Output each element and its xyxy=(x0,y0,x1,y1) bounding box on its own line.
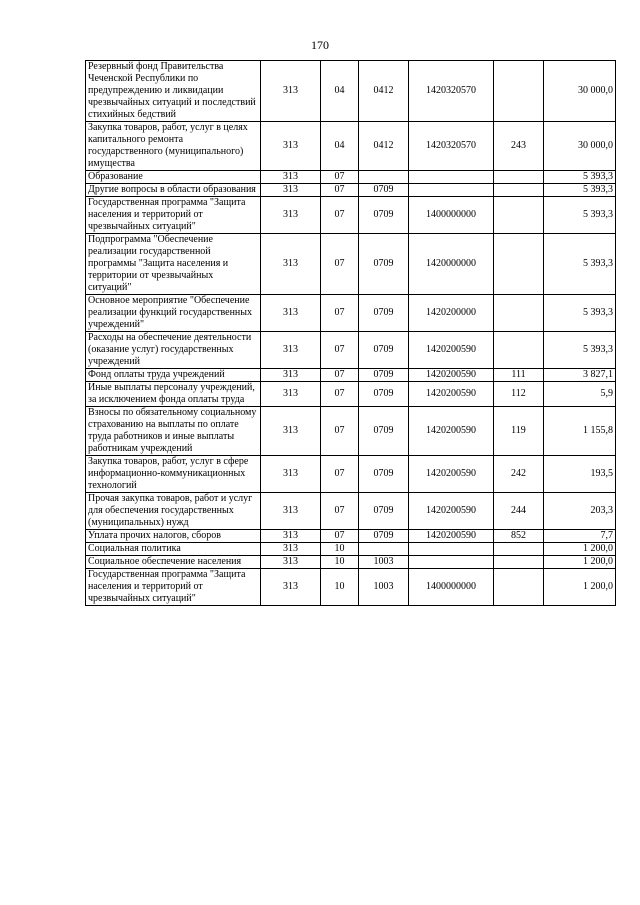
target-article-cell: 1420320570 xyxy=(409,61,494,122)
item-name-cell: Резервный фонд Правительства Чеченской Республики по предупреждению и ликвидации чрезвычайных ситуаций и последствий стихийных бедствий xyxy=(86,61,261,122)
amount-cell: 5,9 xyxy=(544,382,616,407)
subsection-code-cell: 0709 xyxy=(359,493,409,530)
table-row xyxy=(86,295,616,332)
grbs-code-cell: 313 xyxy=(261,234,321,295)
table-row xyxy=(86,369,616,382)
amount-cell: 5 393,3 xyxy=(544,295,616,332)
grbs-code-cell: 313 xyxy=(261,456,321,493)
table-row xyxy=(86,184,616,197)
section-code-cell: 07 xyxy=(321,382,359,407)
item-name-cell: Основное мероприятие "Обеспечение реализации функций государственных учреждений" xyxy=(86,295,261,332)
amount-cell: 30 000,0 xyxy=(544,61,616,122)
amount-cell: 5 393,3 xyxy=(544,171,616,184)
subsection-code-cell: 0709 xyxy=(359,382,409,407)
item-name-cell: Уплата прочих налогов, сборов xyxy=(86,530,261,543)
target-article-cell: 1400000000 xyxy=(409,197,494,234)
expense-type-cell xyxy=(494,332,544,369)
section-code-cell: 07 xyxy=(321,197,359,234)
table-row xyxy=(86,197,616,234)
target-article-cell: 1420200590 xyxy=(409,332,494,369)
amount-cell: 1 200,0 xyxy=(544,569,616,606)
target-article-cell: 1420320570 xyxy=(409,122,494,171)
table-row xyxy=(86,530,616,543)
amount-cell: 7,7 xyxy=(544,530,616,543)
subsection-code-cell: 0709 xyxy=(359,530,409,543)
grbs-code-cell: 313 xyxy=(261,171,321,184)
section-code-cell: 07 xyxy=(321,369,359,382)
expense-type-cell: 244 xyxy=(494,493,544,530)
expense-type-cell: 119 xyxy=(494,407,544,456)
amount-cell: 3 827,1 xyxy=(544,369,616,382)
amount-cell: 30 000,0 xyxy=(544,122,616,171)
expense-type-cell xyxy=(494,61,544,122)
budget-table xyxy=(85,60,616,606)
grbs-code-cell: 313 xyxy=(261,197,321,234)
item-name-cell: Закупка товаров, работ, услуг в целях капитального ремонта государственного (муниципального) имущества xyxy=(86,122,261,171)
grbs-code-cell: 313 xyxy=(261,530,321,543)
grbs-code-cell: 313 xyxy=(261,407,321,456)
page-number: 170 xyxy=(311,38,329,52)
expense-type-cell: 111 xyxy=(494,369,544,382)
grbs-code-cell: 313 xyxy=(261,61,321,122)
subsection-code-cell: 0709 xyxy=(359,332,409,369)
grbs-code-cell: 313 xyxy=(261,122,321,171)
grbs-code-cell: 313 xyxy=(261,332,321,369)
section-code-cell: 07 xyxy=(321,295,359,332)
grbs-code-cell: 313 xyxy=(261,556,321,569)
target-article-cell: 1420000000 xyxy=(409,234,494,295)
table-row xyxy=(86,382,616,407)
item-name-cell: Социальная политика xyxy=(86,543,261,556)
section-code-cell: 07 xyxy=(321,407,359,456)
amount-cell: 5 393,3 xyxy=(544,197,616,234)
amount-cell: 1 200,0 xyxy=(544,556,616,569)
table-row xyxy=(86,569,616,606)
table-row xyxy=(86,456,616,493)
section-code-cell: 10 xyxy=(321,543,359,556)
expense-type-cell: 852 xyxy=(494,530,544,543)
table-row xyxy=(86,407,616,456)
subsection-code-cell: 0412 xyxy=(359,61,409,122)
grbs-code-cell: 313 xyxy=(261,569,321,606)
target-article-cell xyxy=(409,171,494,184)
amount-cell: 5 393,3 xyxy=(544,234,616,295)
item-name-cell: Расходы на обеспечение деятельности (оказание услуг) государственных учреждений xyxy=(86,332,261,369)
table-row xyxy=(86,556,616,569)
target-article-cell: 1400000000 xyxy=(409,569,494,606)
subsection-code-cell: 0709 xyxy=(359,295,409,332)
expense-type-cell xyxy=(494,569,544,606)
amount-cell: 1 200,0 xyxy=(544,543,616,556)
section-code-cell: 07 xyxy=(321,530,359,543)
subsection-code-cell: 1003 xyxy=(359,556,409,569)
target-article-cell: 1420200590 xyxy=(409,369,494,382)
section-code-cell: 10 xyxy=(321,569,359,606)
item-name-cell: Социальное обеспечение населения xyxy=(86,556,261,569)
section-code-cell: 07 xyxy=(321,171,359,184)
item-name-cell: Государственная программа "Защита населения и территорий от чрезвычайных ситуаций" xyxy=(86,197,261,234)
target-article-cell: 1420200590 xyxy=(409,456,494,493)
grbs-code-cell: 313 xyxy=(261,382,321,407)
table-row xyxy=(86,493,616,530)
subsection-code-cell: 0709 xyxy=(359,197,409,234)
expense-type-cell xyxy=(494,197,544,234)
target-article-cell xyxy=(409,556,494,569)
section-code-cell: 04 xyxy=(321,61,359,122)
target-article-cell: 1420200590 xyxy=(409,382,494,407)
subsection-code-cell: 0709 xyxy=(359,407,409,456)
grbs-code-cell: 313 xyxy=(261,295,321,332)
expense-type-cell xyxy=(494,184,544,197)
expense-type-cell xyxy=(494,556,544,569)
grbs-code-cell: 313 xyxy=(261,369,321,382)
expense-type-cell: 242 xyxy=(494,456,544,493)
expense-type-cell: 243 xyxy=(494,122,544,171)
target-article-cell: 1420200590 xyxy=(409,407,494,456)
expense-type-cell xyxy=(494,171,544,184)
amount-cell: 5 393,3 xyxy=(544,184,616,197)
amount-cell: 203,3 xyxy=(544,493,616,530)
grbs-code-cell: 313 xyxy=(261,493,321,530)
table-row xyxy=(86,61,616,122)
expense-type-cell: 112 xyxy=(494,382,544,407)
expense-type-cell xyxy=(494,543,544,556)
item-name-cell: Взносы по обязательному социальному страхованию на выплаты по оплате труда работников и иные выплаты работникам учреждений xyxy=(86,407,261,456)
section-code-cell: 07 xyxy=(321,456,359,493)
item-name-cell: Образование xyxy=(86,171,261,184)
target-article-cell xyxy=(409,184,494,197)
table-row xyxy=(86,543,616,556)
section-code-cell: 04 xyxy=(321,122,359,171)
subsection-code-cell: 0709 xyxy=(359,234,409,295)
grbs-code-cell: 313 xyxy=(261,184,321,197)
section-code-cell: 07 xyxy=(321,332,359,369)
target-article-cell: 1420200590 xyxy=(409,530,494,543)
subsection-code-cell: 0709 xyxy=(359,456,409,493)
expense-type-cell xyxy=(494,295,544,332)
subsection-code-cell: 1003 xyxy=(359,569,409,606)
subsection-code-cell: 0709 xyxy=(359,369,409,382)
subsection-code-cell xyxy=(359,171,409,184)
table-row xyxy=(86,171,616,184)
item-name-cell: Иные выплаты персоналу учреждений, за исключением фонда оплаты труда xyxy=(86,382,261,407)
subsection-code-cell: 0412 xyxy=(359,122,409,171)
target-article-cell: 1420200590 xyxy=(409,493,494,530)
item-name-cell: Подпрограмма "Обеспечение реализации государственной программы "Защита населения и территории от чрезвычайных ситуаций" xyxy=(86,234,261,295)
item-name-cell: Прочая закупка товаров, работ и услуг для обеспечения государственных (муниципальных) нужд xyxy=(86,493,261,530)
amount-cell: 193,5 xyxy=(544,456,616,493)
expense-type-cell xyxy=(494,234,544,295)
table-row xyxy=(86,122,616,171)
section-code-cell: 07 xyxy=(321,184,359,197)
section-code-cell: 07 xyxy=(321,493,359,530)
table-row xyxy=(86,332,616,369)
table-row xyxy=(86,234,616,295)
item-name-cell: Закупка товаров, работ, услуг в сфере информационно-коммуникационных технологий xyxy=(86,456,261,493)
amount-cell: 1 155,8 xyxy=(544,407,616,456)
target-article-cell xyxy=(409,543,494,556)
subsection-code-cell xyxy=(359,543,409,556)
amount-cell: 5 393,3 xyxy=(544,332,616,369)
section-code-cell: 10 xyxy=(321,556,359,569)
item-name-cell: Государственная программа "Защита населения и территорий от чрезвычайных ситуаций" xyxy=(86,569,261,606)
item-name-cell: Фонд оплаты труда учреждений xyxy=(86,369,261,382)
subsection-code-cell: 0709 xyxy=(359,184,409,197)
target-article-cell: 1420200000 xyxy=(409,295,494,332)
section-code-cell: 07 xyxy=(321,234,359,295)
item-name-cell: Другие вопросы в области образования xyxy=(86,184,261,197)
grbs-code-cell: 313 xyxy=(261,543,321,556)
